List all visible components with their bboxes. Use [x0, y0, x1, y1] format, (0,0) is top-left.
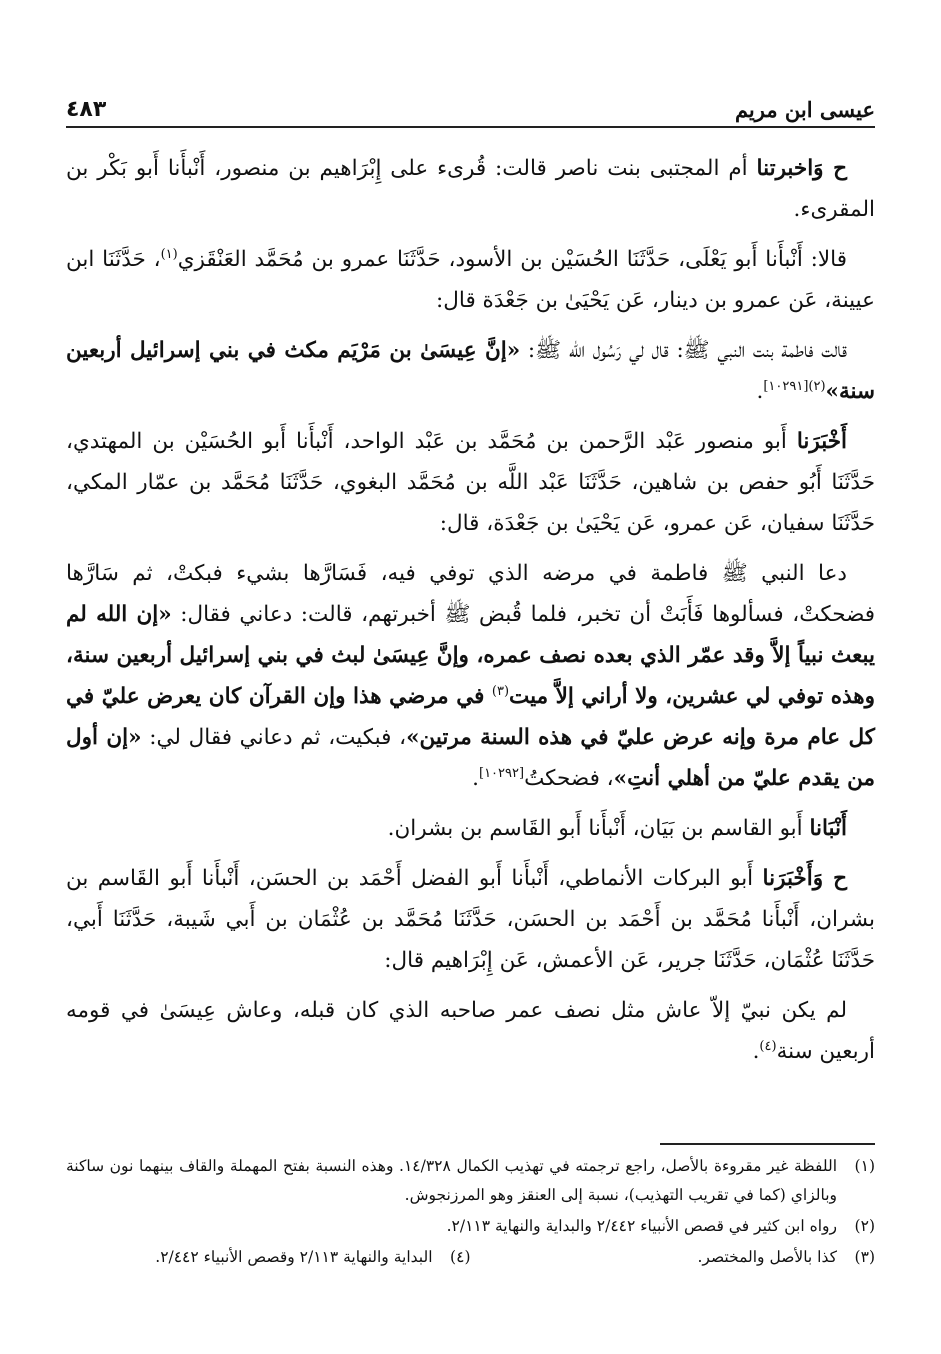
footnote-number: (١): [854, 1157, 875, 1175]
footnote-text: رواه ابن كثير في قصص الأنبياء ٢/٤٤٢ والبداية والنهاية ٢/١١٣.: [446, 1217, 837, 1235]
paragraph-text: ، حَدَّثَنَا ابن عيينة، عَن عمرو بن دينار، عَن يَحْيَىٰ بن جَعْدَة قال:: [66, 247, 875, 313]
punctuation: .: [756, 379, 764, 404]
footnote-ref: (٤): [759, 1038, 777, 1054]
paragraph-2: [66, 239, 875, 321]
hadith-text: «إن أول من يقدم عليّ من أهلي أنتِ»: [66, 725, 875, 791]
paragraph-8: [66, 990, 875, 1072]
paragraph-text: أم المجتبى بنت ناصر قالت: قُرىء على إِبْرَاهيم بن منصور، أَنْبأَنا أَبو بَكْر بن المقرىء.: [66, 156, 875, 222]
hadith-text: في مرضي هذا وإن القرآن كان يعرض عليّ في كل عام مرة وإنه عرض عليّ في هذه السنة مرتين»: [66, 684, 875, 750]
paragraph-1: [66, 148, 875, 230]
paragraph-6: [66, 808, 875, 849]
footnote-text: كذا بالأصل والمختصر.: [697, 1248, 837, 1266]
main-text: [66, 148, 875, 1081]
hadith-text: «إن الله لم يبعث نبياً إلاَّ وقد عمّر الذي بعده نصف عمره، وإنَّ عِيسَىٰ لبث في بني إسرائيل أربعين سنة، وهذه توفي لي عشرين، ولا أراني إلاَّ ميت: [66, 602, 875, 709]
paragraph-text: أَبو القاسم بن بَيَان، أَنْبأَنا أَبو القَاسم بن بشران.: [387, 816, 810, 841]
paragraph-text: ، فضحكتُ: [524, 766, 614, 791]
page-number: ٤٨٣: [66, 97, 107, 122]
footnote-ref: [١٠٢٩٢]: [478, 765, 525, 781]
footnote-2: [66, 1212, 875, 1241]
footnote-row: [66, 1243, 875, 1272]
paragraph-text: قالا: أَنْبأَنا أَبو يَعْلَى، حَدَّثَنَا الحُسَيْن بن الأسود، حَدَّثَنَا عمرو بن مُحَمَّد العَنْقَزي: [177, 247, 848, 272]
paragraph-5: [66, 553, 875, 799]
page-header: [66, 86, 875, 128]
footnote-text: اللفظة غير مقروءة بالأصل، راجع ترجمته في تهذيب الكمال ١٤/٣٢٨. وهذه النسبة بفتح المهملة والقاف بينهما نون ساكنة وبالزاي (كما في تقريب التهذيب)، نسبة إلى العنقز وهو المرزنجوش.: [66, 1157, 837, 1204]
isnad-lead: أَخْبَرَنا: [796, 429, 847, 454]
footnote-ref: (٢)[١٠٢٩١]: [763, 378, 826, 394]
paragraph-3: [66, 330, 875, 412]
paragraph-text: ، فبكيت، ثم دعاني فقال لي:: [141, 725, 407, 750]
isnad-lead: ح وَاخبرتنا: [756, 156, 847, 181]
isnad-lead: ح وَأَخْبَرَنا: [762, 866, 847, 891]
footnote-number: (٣): [854, 1248, 875, 1266]
paragraph-text: لم يكن نبيّ إلاّ عاش مثل نصف عمر صاحبه الذي كان قبله، وعاش عِيسَىٰ في قومه أربعين سنة: [66, 998, 875, 1064]
running-title: عيسى ابن مريم: [734, 97, 875, 122]
isnad-lead: أَنْبَانا: [809, 816, 847, 841]
footnote-1: [66, 1152, 875, 1210]
footnotes: [66, 1152, 875, 1272]
paragraph-text: قالت فاطمة بنت النبي ﷺ: قال لي رَسُول الله ﷺ:: [520, 338, 848, 363]
footnote-divider: [660, 1143, 875, 1145]
footnote-ref: (١): [160, 246, 178, 262]
paragraph-text: أَبو البركات الأنماطي، أَنْبأَنا أَبو الفضل أَحْمَد بن الحسَن، أَنْبأَنا أَبو القَاسم بن بشران، أَنْبأَنا مُحَمَّد بن أَحْمَد بن الحسَن، حَدَّثَنَا مُحَمَّد بن عُثْمَان بن أَبي شَيبة، حَدَّثَنَا أَبي، حَدَّثَنَا عُثْمَان، حَدَّثَنَا جرير، عَن الأعمش، عَن إِبْرَاهيم قال:: [66, 866, 875, 973]
punctuation: .: [472, 766, 479, 791]
footnote-number: (٤): [450, 1248, 471, 1266]
footnote-ref: (٣): [491, 683, 510, 699]
footnote-text: البداية والنهاية ٢/١١٣ وقصص الأنبياء ٢/٤٤٢.: [155, 1248, 433, 1266]
footnote-4: [66, 1243, 471, 1272]
paragraph-4: [66, 421, 875, 544]
paragraph-text: دعا النبي ﷺ فاطمة في مرضه الذي توفي فيه، فَسَارَّها بشيء فبكتْ، ثم سَارَّها فضحكتْ، فسألوها فَأَبَتْ أن تخبر، فلما قُبض ﷺ أخبرتهم، قالت: دعاني فقال:: [66, 561, 875, 627]
paragraph-7: [66, 858, 875, 981]
footnote-3: [471, 1243, 876, 1272]
paragraph-text: أَبو منصور عَبْد الرَّحمن بن مُحَمَّد بن عَبْد الواحد، أَنْبأَنا أَبو الحُسَيْن بن المهتدي، حَدَّثَنَا أَبُو حفص بن شاهين، حَدَّثَنَا عَبْد اللَّه بن مُحَمَّد البغوي، حَدَّثَنَا مُحَمَّد بن عمّار المكي، حَدَّثَنَا سفيان، عَن عمرو، عَن يَحْيَىٰ بن جَعْدَة، قال:: [66, 429, 875, 536]
punctuation: .: [752, 1039, 760, 1064]
footnote-number: (٢): [854, 1217, 875, 1235]
hadith-text: «إنَّ عِيسَىٰ بن مَرْيَم مكث في بني إسرائيل أربعين سنة»: [66, 338, 875, 404]
